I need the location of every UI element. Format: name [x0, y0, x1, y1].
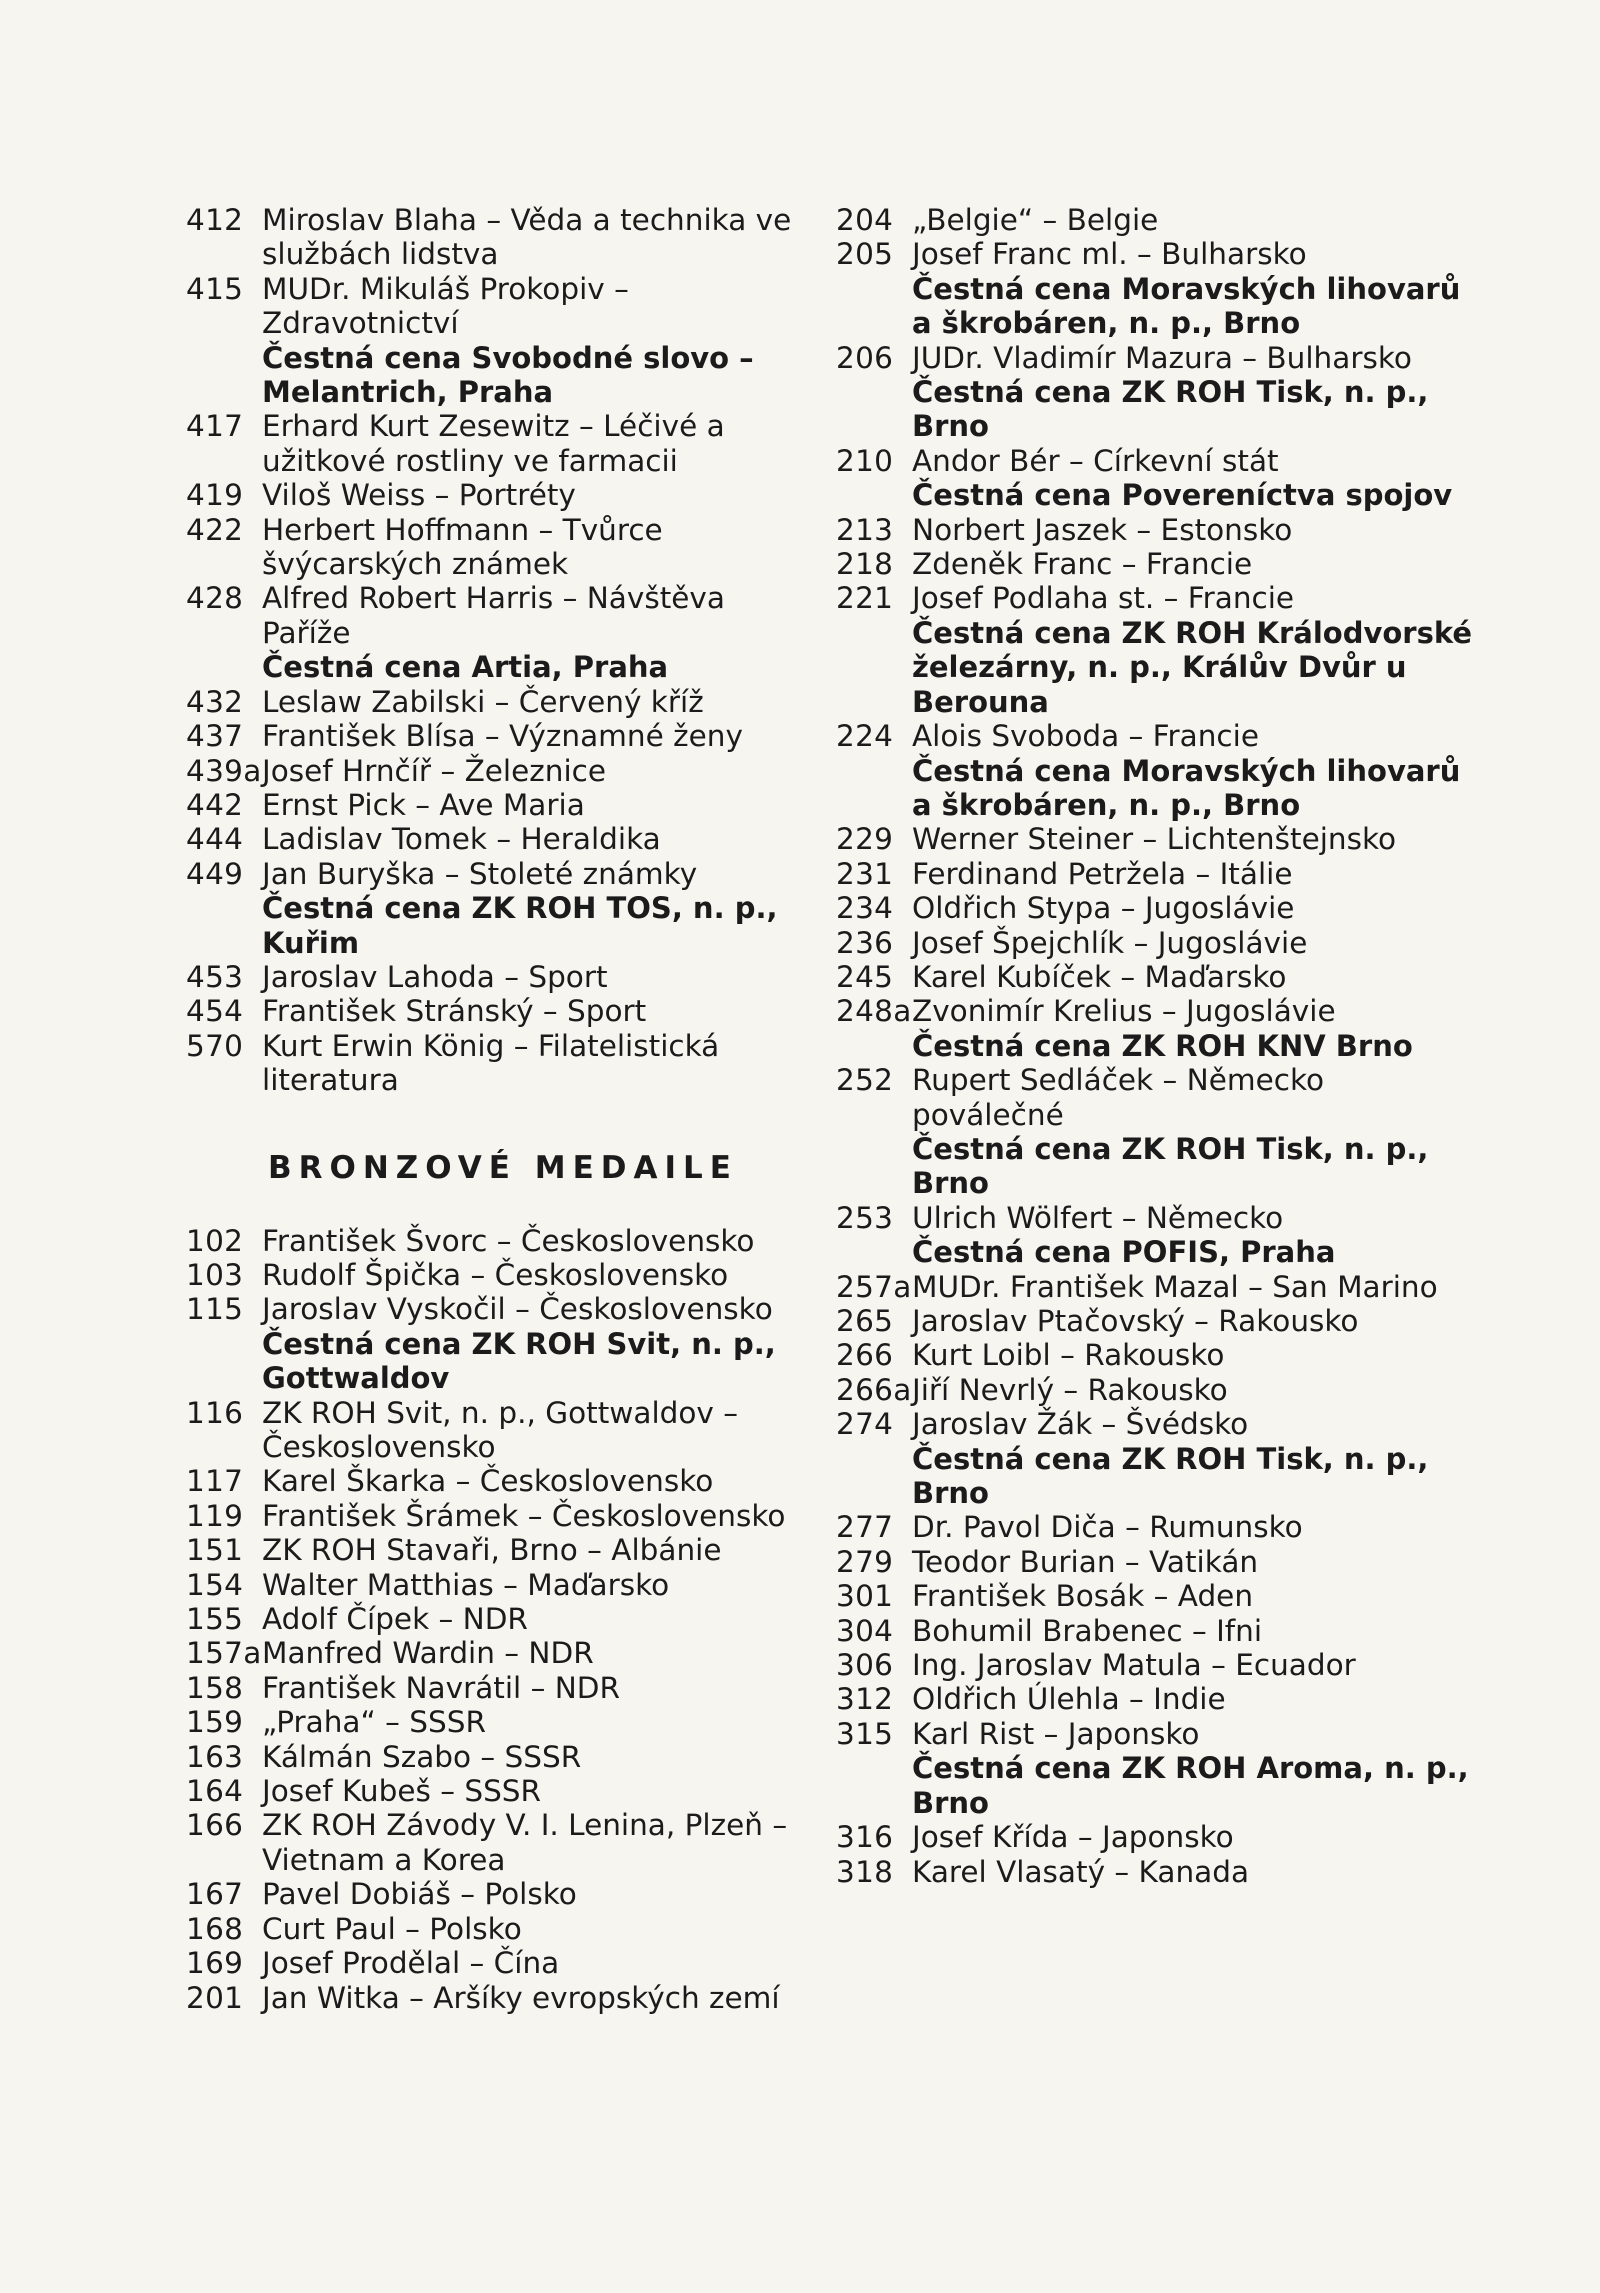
entry-title: Rudolf Špička – Československo — [262, 1257, 729, 1292]
entry-award: Čestná cena ZK ROH Tisk, n. p., Brno — [912, 375, 1429, 444]
catalog-entry — [836, 1407, 1476, 1510]
catalog-entry — [836, 1682, 1476, 1716]
entry-body — [912, 857, 1476, 891]
entry-number: 155 — [186, 1602, 244, 1637]
entry-number: 234 — [836, 891, 894, 926]
entry-title: František Bosák – Aden — [912, 1579, 1254, 1614]
entry-title: Erhard Kurt Zesewitz – Léčivé a užitkové rostliny ve farmacii — [262, 409, 725, 478]
section-heading-bronze-medals: BRONZOVÉ MEDAILE — [268, 1149, 738, 1186]
entry-title: Jaroslav Vyskočil – Československo — [262, 1292, 773, 1327]
catalog-entry — [836, 891, 1476, 925]
entry-number: 168 — [186, 1911, 244, 1946]
entry-number: 415 — [186, 271, 244, 306]
entry-number: 274 — [836, 1407, 894, 1442]
catalog-entry — [836, 857, 1476, 891]
entry-number: 210 — [836, 443, 894, 478]
entry-title: Karel Škarka – Československo — [262, 1464, 714, 1499]
entry-award: Čestná cena ZK ROH Aroma, n. p., Brno — [912, 1751, 1469, 1820]
entry-number: 417 — [186, 409, 244, 444]
entry-title: Dr. Pavol Diča – Rumunsko — [912, 1510, 1303, 1545]
entry-body — [912, 341, 1476, 444]
entry-body — [262, 1258, 806, 1292]
entry-body — [912, 1063, 1476, 1201]
entry-number: 166 — [186, 1808, 244, 1843]
entry-body — [912, 1338, 1476, 1372]
entry-title: František Navrátil – NDR — [262, 1670, 621, 1705]
catalog-entry — [186, 1671, 806, 1705]
entry-number: 236 — [836, 925, 894, 960]
entry-title: JUDr. Vladimír Mazura – Bulharsko — [912, 340, 1412, 375]
entry-title: Pavel Dobiáš – Polsko — [262, 1877, 577, 1912]
entry-number: 119 — [186, 1498, 244, 1533]
catalog-entry — [186, 1292, 806, 1395]
entry-body — [912, 444, 1476, 513]
catalog-entry — [836, 1717, 1476, 1820]
catalog-entry — [186, 685, 806, 719]
entry-number: 224 — [836, 719, 894, 754]
entry-title: ZK ROH Stavaři, Brno – Albánie — [262, 1533, 722, 1568]
catalog-entry — [836, 1545, 1476, 1579]
entry-body — [912, 1373, 1476, 1407]
entry-body — [262, 1568, 806, 1602]
entry-body — [262, 1912, 806, 1946]
entry-number: 442 — [186, 787, 244, 822]
catalog-entry — [186, 478, 806, 512]
entry-number: 231 — [836, 856, 894, 891]
entry-number: 154 — [186, 1567, 244, 1602]
entry-body — [912, 926, 1476, 960]
entry-award: Čestná cena Svobodné slovo – Melantrich, Praha — [262, 340, 754, 410]
entry-body — [912, 237, 1476, 340]
catalog-entry — [836, 341, 1476, 444]
entry-title: Karel Vlasatý – Kanada — [912, 1854, 1250, 1889]
entry-title: Alois Svoboda – Francie — [912, 719, 1259, 754]
entry-title: Ladislav Tomek – Heraldika — [262, 822, 661, 857]
entry-title: „Belgie“ – Belgie — [912, 203, 1159, 237]
entry-title: Jan Witka – Aršíky evropských zemí — [262, 1980, 780, 2015]
entry-title: Ernst Pick – Ave Maria — [262, 787, 585, 822]
entry-body — [262, 822, 806, 856]
catalog-entry — [836, 1270, 1476, 1304]
catalog-entry — [186, 788, 806, 822]
entry-body — [262, 960, 806, 994]
entry-body — [262, 788, 806, 822]
catalog-entry — [836, 1855, 1476, 1889]
entry-title: Oldřich Stypa – Jugoslávie — [912, 891, 1295, 926]
entry-title: František Švorc – Československo — [262, 1223, 755, 1258]
catalog-entry — [186, 1877, 806, 1911]
catalog-entry — [836, 547, 1476, 581]
catalog-entry — [836, 822, 1476, 856]
catalog-entry — [186, 1568, 806, 1602]
entry-body — [262, 513, 806, 582]
catalog-entry — [186, 409, 806, 478]
catalog-entry — [836, 1820, 1476, 1854]
entry-number: 570 — [186, 1028, 244, 1063]
entry-title: Jaroslav Ptačovský – Rakousko — [912, 1304, 1359, 1338]
entry-title: Josef Podlaha st. – Francie — [912, 581, 1295, 616]
entry-award: Čestná cena ZK ROH Tisk, n. p., Brno — [912, 1131, 1429, 1201]
catalog-entry — [186, 1224, 806, 1258]
entry-number: 422 — [186, 512, 244, 547]
catalog-entry — [186, 1636, 806, 1670]
catalog-entry — [836, 513, 1476, 547]
entry-title: Josef Hrnčíř – Železnice — [262, 753, 607, 788]
entry-number: 316 — [836, 1820, 894, 1855]
catalog-entry — [186, 1499, 806, 1533]
entry-number: 432 — [186, 684, 244, 719]
catalog-entry — [186, 822, 806, 856]
right-column — [836, 203, 1476, 1889]
entry-title: Kurt Erwin König – Filatelistická literatura — [262, 1028, 720, 1098]
entry-title: Josef Špejchlík – Jugoslávie — [912, 925, 1308, 960]
entry-title: Adolf Čípek – NDR — [262, 1602, 528, 1637]
entry-number: 315 — [836, 1716, 894, 1751]
entry-title: František Blísa – Významné ženy — [262, 719, 743, 754]
entry-body — [262, 1499, 806, 1533]
catalog-entry — [186, 719, 806, 753]
entry-award: Čestná cena ZK ROH Králodvorské železárny, n. p., Králův Dvůr u Berouna — [912, 615, 1473, 719]
catalog-entry — [836, 581, 1476, 719]
catalog-entry — [836, 1614, 1476, 1648]
entry-award: Čestná cena POFIS, Praha — [912, 1235, 1336, 1270]
catalog-entry — [836, 1304, 1476, 1338]
catalog-entry — [186, 857, 806, 960]
catalog-entry — [836, 444, 1476, 513]
catalog-entry — [836, 994, 1476, 1063]
entry-number: 205 — [836, 237, 894, 272]
entry-body — [262, 1705, 806, 1739]
entry-body — [262, 994, 806, 1028]
entry-body — [912, 1407, 1476, 1510]
entry-body — [262, 1396, 806, 1465]
entry-body — [912, 719, 1476, 822]
entry-award: Čestná cena ZK ROH Svit, n. p., Gottwaldov — [262, 1326, 776, 1396]
entry-title: Teodor Burian – Vatikán — [912, 1544, 1259, 1579]
entry-number: 257a — [836, 1269, 912, 1304]
entry-number: 117 — [186, 1464, 244, 1499]
entry-body — [912, 1717, 1476, 1820]
catalog-entry — [186, 1396, 806, 1465]
entry-number: 167 — [186, 1877, 244, 1912]
catalog-entry — [186, 754, 806, 788]
entry-number: 266a — [836, 1372, 912, 1407]
entry-body — [262, 1636, 806, 1670]
entry-number: 116 — [186, 1395, 244, 1430]
entry-title: Zvonimír Krelius – Jugoslávie — [912, 994, 1336, 1029]
catalog-entry — [186, 1029, 806, 1098]
catalog-entry — [186, 994, 806, 1028]
catalog-entry — [186, 1740, 806, 1774]
entry-number: 454 — [186, 994, 244, 1029]
catalog-entry — [186, 1464, 806, 1498]
catalog-entry — [186, 203, 806, 272]
entry-title: Jan Buryška – Stoleté známky — [262, 856, 698, 891]
entry-body — [912, 1201, 1476, 1270]
entry-body — [262, 1671, 806, 1705]
entry-body — [912, 203, 1476, 237]
entry-title: Kálmán Szabo – SSSR — [262, 1739, 582, 1774]
entry-number: 412 — [186, 203, 244, 237]
entry-body — [262, 478, 806, 512]
catalog-entry — [186, 1981, 806, 2015]
entry-number: 213 — [836, 512, 894, 547]
entry-number: 277 — [836, 1510, 894, 1545]
left-column — [186, 203, 806, 2015]
entry-number: 439a — [186, 753, 262, 788]
entry-number: 103 — [186, 1257, 244, 1292]
catalog-entry — [186, 1946, 806, 1980]
entry-number: 437 — [186, 719, 244, 754]
entry-body — [262, 1602, 806, 1636]
entry-body — [262, 1774, 806, 1808]
entry-title: Jiří Nevrlý – Rakousko — [912, 1372, 1228, 1407]
entry-number: 245 — [836, 959, 894, 994]
entry-body — [912, 513, 1476, 547]
entry-title: Josef Franc ml. – Bulharsko — [912, 237, 1307, 272]
catalog-entry — [836, 926, 1476, 960]
entry-title: Ing. Jaroslav Matula – Ecuador — [912, 1648, 1356, 1683]
entry-body — [262, 409, 806, 478]
entry-title: Jaroslav Žák – Švédsko — [912, 1407, 1249, 1442]
entry-body — [262, 719, 806, 753]
entry-number: 253 — [836, 1200, 894, 1235]
entry-title: Viloš Weiss – Portréty — [262, 478, 576, 513]
entry-body — [912, 1614, 1476, 1648]
entry-body — [262, 685, 806, 719]
catalog-entry — [186, 1602, 806, 1636]
entry-award: Čestná cena Povereníctva spojov — [912, 478, 1453, 513]
catalog-entry — [836, 237, 1476, 340]
catalog-entry — [836, 1063, 1476, 1201]
entry-number: 206 — [836, 340, 894, 375]
entry-number: 221 — [836, 581, 894, 616]
entry-title: Karel Kubíček – Maďarsko — [912, 959, 1287, 994]
entry-body — [912, 1820, 1476, 1854]
entry-number: 419 — [186, 478, 244, 513]
entry-number: 218 — [836, 547, 894, 582]
entry-number: 201 — [186, 1980, 244, 2015]
entry-body — [262, 1464, 806, 1498]
entry-number: 312 — [836, 1682, 894, 1717]
entry-body — [912, 1270, 1476, 1304]
entry-body — [262, 1029, 806, 1098]
entry-body — [912, 891, 1476, 925]
entry-body — [912, 547, 1476, 581]
entry-title: „Praha“ – SSSR — [262, 1705, 486, 1740]
entry-title: Rupert Sedláček – Německo poválečné — [912, 1063, 1325, 1132]
entry-number: 304 — [836, 1613, 894, 1648]
entry-title: ZK ROH Závody V. I. Lenina, Plzeň – Vietnam a Korea — [262, 1808, 788, 1877]
entry-body — [912, 581, 1476, 719]
entry-title: Zdeněk Franc – Francie — [912, 547, 1253, 582]
entry-title: Curt Paul – Polsko — [262, 1911, 522, 1946]
catalog-entry — [186, 1912, 806, 1946]
entry-title: Bohumil Brabenec – Ifni — [912, 1613, 1263, 1648]
entry-number: 159 — [186, 1705, 244, 1740]
entry-number: 265 — [836, 1304, 894, 1338]
entry-body — [262, 857, 806, 960]
entry-number: 248a — [836, 994, 912, 1029]
entry-number: 449 — [186, 856, 244, 891]
entry-title: Ulrich Wölfert – Německo — [912, 1200, 1284, 1235]
entry-body — [912, 1510, 1476, 1544]
entry-body — [262, 203, 806, 272]
entry-body — [912, 1304, 1476, 1338]
entry-number: 428 — [186, 581, 244, 616]
entry-body — [262, 1946, 806, 1980]
catalog-entry — [186, 272, 806, 410]
entry-title: Josef Prodělal – Čína — [262, 1946, 560, 1981]
entry-title: Ferdinand Petržela – Itálie — [912, 856, 1293, 891]
entry-title: František Šrámek – Československo — [262, 1498, 786, 1533]
entry-body — [912, 1855, 1476, 1889]
entry-number: 453 — [186, 959, 244, 994]
entry-number: 163 — [186, 1739, 244, 1774]
entry-number: 157a — [186, 1636, 262, 1671]
entry-body — [262, 1224, 806, 1258]
entry-body — [262, 1808, 806, 1877]
entry-award: Čestná cena Moravských lihovarů a škrobáren, n. p., Brno — [912, 271, 1461, 341]
entry-body — [912, 1579, 1476, 1613]
entry-number: 318 — [836, 1854, 894, 1889]
entry-list — [836, 203, 1476, 1889]
entry-number: 169 — [186, 1946, 244, 1981]
entry-title: MUDr. Mikuláš Prokopiv – Zdravotnictví — [262, 271, 629, 341]
catalog-entry — [836, 719, 1476, 822]
entry-list — [186, 203, 806, 1098]
entry-award: Čestná cena ZK ROH TOS, n. p., Kuřim — [262, 891, 778, 960]
entry-body — [912, 822, 1476, 856]
entry-title: Leslaw Zabilski – Červený kříž — [262, 684, 704, 719]
entry-award: Čestná cena Artia, Praha — [262, 650, 669, 685]
catalog-entry — [186, 1808, 806, 1877]
entry-body — [912, 960, 1476, 994]
catalog-entry — [836, 1201, 1476, 1270]
entry-award: Čestná cena ZK ROH KNV Brno — [912, 1028, 1413, 1063]
entry-award: Čestná cena ZK ROH Tisk, n. p., Brno — [912, 1441, 1429, 1511]
entry-number: 252 — [836, 1063, 894, 1098]
entry-body — [912, 1545, 1476, 1579]
entry-body — [262, 1877, 806, 1911]
catalog-entry — [186, 1705, 806, 1739]
entry-title: Oldřich Úlehla – Indie — [912, 1682, 1226, 1717]
catalog-entry — [836, 1510, 1476, 1544]
entry-number: 151 — [186, 1533, 244, 1568]
catalog-entry — [836, 1338, 1476, 1372]
entry-title: Walter Matthias – Maďarsko — [262, 1567, 670, 1602]
catalog-entry — [186, 960, 806, 994]
entry-number: 306 — [836, 1648, 894, 1683]
entry-title: Josef Kubeš – SSSR — [262, 1774, 542, 1809]
entry-title: Miroslav Blaha – Věda a technika ve službách lidstva — [262, 203, 792, 272]
entry-title: Jaroslav Lahoda – Sport — [262, 959, 608, 994]
catalog-entry — [836, 203, 1476, 237]
entry-number: 102 — [186, 1223, 244, 1258]
entry-title: Norbert Jaszek – Estonsko — [912, 512, 1293, 547]
entry-number: 158 — [186, 1670, 244, 1705]
bronze-entry-list — [186, 1224, 806, 2015]
entry-title: Alfred Robert Harris – Návštěva Paříže — [262, 581, 725, 650]
entry-title: František Stránský – Sport — [262, 994, 647, 1029]
entry-number: 301 — [836, 1579, 894, 1614]
entry-body — [912, 994, 1476, 1063]
catalog-entry — [186, 513, 806, 582]
entry-body — [262, 581, 806, 684]
entry-number: 164 — [186, 1774, 244, 1809]
entry-body — [262, 754, 806, 788]
entry-body — [262, 272, 806, 410]
catalog-entry — [836, 1579, 1476, 1613]
entry-body — [262, 1533, 806, 1567]
entry-body — [912, 1648, 1476, 1682]
catalog-entry — [186, 581, 806, 684]
entry-number: 444 — [186, 822, 244, 857]
catalog-entry — [836, 1373, 1476, 1407]
entry-title: MUDr. František Mazal – San Marino — [912, 1269, 1438, 1304]
entry-body — [262, 1292, 806, 1395]
entry-body — [912, 1682, 1476, 1716]
entry-body — [262, 1981, 806, 2015]
entry-title: Karl Rist – Japonsko — [912, 1716, 1200, 1751]
catalog-entry — [836, 1648, 1476, 1682]
entry-number: 229 — [836, 822, 894, 857]
catalog-entry — [186, 1774, 806, 1808]
entry-title: Kurt Loibl – Rakousko — [912, 1338, 1225, 1373]
entry-body — [262, 1740, 806, 1774]
catalog-entry — [186, 1533, 806, 1567]
entry-award: Čestná cena Moravských lihovarů a škrobáren, n. p., Brno — [912, 753, 1461, 822]
entry-number: 266 — [836, 1338, 894, 1373]
entry-title: ZK ROH Svit, n. p., Gottwaldov – Československo — [262, 1395, 739, 1464]
entry-title: Herbert Hoffmann – Tvůrce švýcarských známek — [262, 512, 663, 582]
catalog-entry — [186, 1258, 806, 1292]
entry-number: 279 — [836, 1544, 894, 1579]
entry-title: Werner Steiner – Lichtenštejnsko — [912, 822, 1397, 857]
entry-title: Josef Křída – Japonsko — [912, 1820, 1234, 1855]
entry-title: Manfred Wardin – NDR — [262, 1636, 594, 1671]
entry-number: 204 — [836, 203, 894, 237]
catalog-entry — [836, 960, 1476, 994]
entry-number: 115 — [186, 1292, 244, 1327]
entry-title: Andor Bér – Církevní stát — [912, 443, 1279, 478]
